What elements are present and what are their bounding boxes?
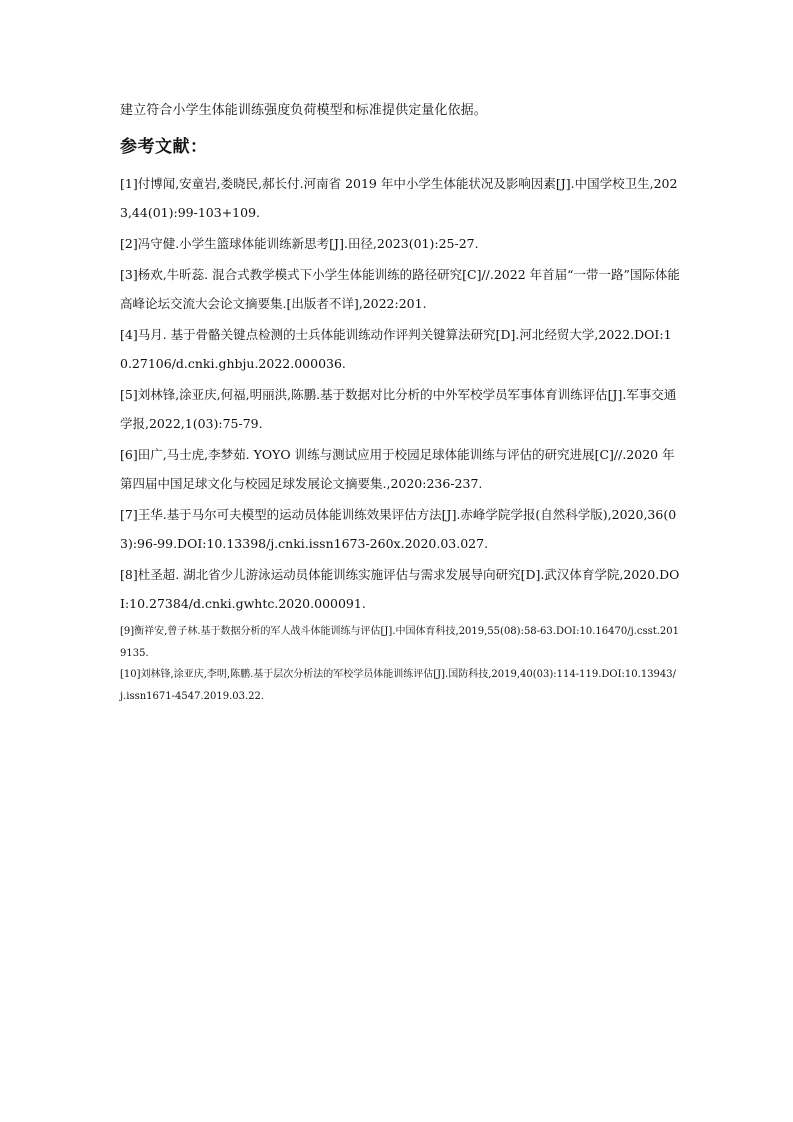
reference-item-10: [10]刘林锋,涂亚庆,李明,陈鹏.基于层次分析法的军校学员体能训练评估[J].国防科技,2019,40(03):114-119.DOI:10.13943/j.issn1671-4547.2019.03.22.: [120, 669, 677, 702]
reference-item-6: [6]田广,马士虎,李梦茹. YOYO 训练与测试应用于校园足球体能训练与评估的研究进展[C]//.2020 年第四届中国足球文化与校园足球发展论文摘要集.,2020:236-237.: [120, 447, 675, 491]
reference-item-4: [4]马月. 基于骨骼关键点检测的士兵体能训练动作评判关键算法研究[D].河北经贸大学,2022.DOI:10.27106/d.cnki.ghbju.2022.000036.: [120, 327, 672, 371]
references-heading: 参考文献：: [120, 137, 208, 157]
reference-item-7: [7]王华.基于马尔可夫模型的运动员体能训练效果评估方法[J].赤峰学院学报(自然科学版),2020,36(03):96-99.DOI:10.13398/j.cnki.issn1673-260x.2020.03.027.: [120, 507, 677, 551]
reference-item-9: [9]衡祥安,曾子林.基于数据分析的军人战斗体能训练与评估[J].中国体育科技,2019,55(08):58-63.DOI:10.16470/j.csst.2019135.: [120, 626, 679, 659]
reference-item-8: [8]杜圣超. 湖北省少儿游泳运动员体能训练实施评估与需求发展导向研究[D].武汉体育学院,2020.DOI:10.27384/d.cnki.gwhtc.2020.000091.: [120, 567, 680, 611]
reference-item-3: [3]杨欢,牛昕蕊. 混合式教学模式下小学生体能训练的路径研究[C]//.2022 年首届“一带一路”国际体能高峰论坛交流大会论文摘要集.[出版者不详],2022:201.: [120, 267, 680, 311]
reference-list: [120, 169, 680, 707]
reference-item-5: [5]刘林锋,涂亚庆,何福,明丽洪,陈鹏.基于数据对比分析的中外军校学员军事体育训练评估[J].军事交通学报,2022,1(03):75-79.: [120, 387, 677, 431]
reference-item-2: [2]冯守健.小学生篮球体能训练新思考[J].田径,2023(01):25-27.: [120, 236, 479, 251]
page-content: [120, 101, 680, 707]
intro-text: 建立符合小学生体能训练强度负荷模型和标准提供定量化依据。: [120, 103, 487, 118]
reference-item-1: [1]付博闻,安童岩,娄晓民,郝长付.河南省 2019 年中小学生体能状况及影响因素[J].中国学校卫生,2023,44(01):99-103+109.: [120, 176, 678, 220]
